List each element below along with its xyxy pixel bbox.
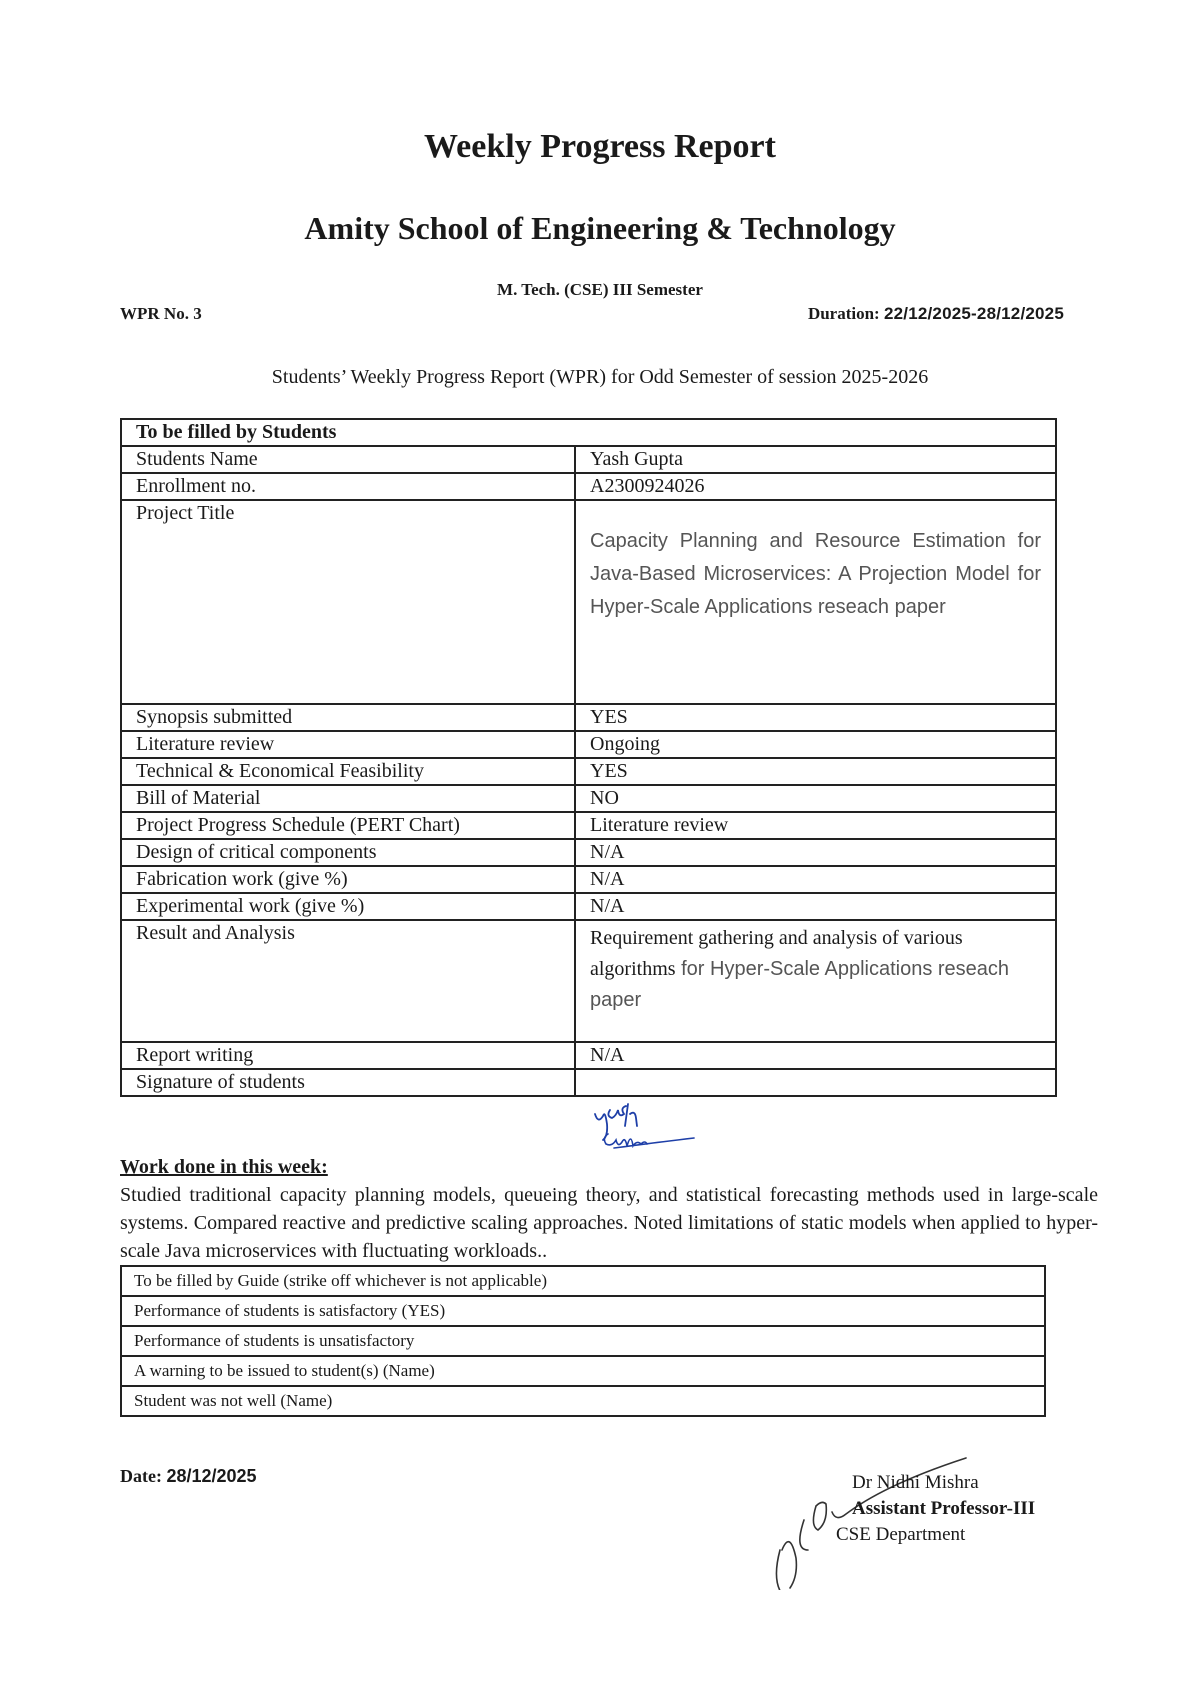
table-row — [121, 704, 1056, 731]
table-row — [121, 785, 1056, 812]
result-analysis-value — [575, 920, 1056, 1042]
guide-designation: Assistant Professor-III — [852, 1498, 1036, 1519]
table-row — [121, 1296, 1045, 1326]
table-row — [121, 920, 1056, 1042]
row-label: Fabrication work (give %) — [121, 866, 575, 893]
course-line: M. Tech. (CSE) III Semester — [497, 280, 703, 299]
table-row — [121, 758, 1056, 785]
table-row — [121, 1326, 1045, 1356]
table-row — [121, 893, 1056, 920]
guide-row: Performance of students is satisfactory (YES) — [121, 1296, 1045, 1326]
table-row — [121, 839, 1056, 866]
row-label: Design of critical components — [121, 839, 575, 866]
row-value: Yash Gupta — [575, 446, 1056, 473]
table-row — [121, 812, 1056, 839]
guide-row: Performance of students is unsatisfactory — [121, 1326, 1045, 1356]
table-row — [121, 473, 1056, 500]
guide-row: To be filled by Guide (strike off whichever is not applicable) — [121, 1266, 1045, 1296]
work-done-text: Studied traditional capacity planning models, queueing theory, and statistical forecasting methods used in large-scale systems. Compared reactive and predictive scaling approaches. Noted limitations of static models when applied to hyper-scale Java microservices with fluctuating workloads.. — [120, 1184, 1098, 1262]
table-row — [121, 866, 1056, 893]
table-header-row — [121, 419, 1056, 446]
guide-row: Student was not well (Name) — [121, 1386, 1045, 1416]
row-label: Bill of Material — [121, 785, 575, 812]
row-value: YES — [575, 704, 1056, 731]
row-label: Students Name — [121, 446, 575, 473]
row-value: NO — [575, 785, 1056, 812]
row-value: N/A — [575, 839, 1056, 866]
result-text-sans: for Hyper-Scale Applications reseach paper — [590, 958, 1010, 1011]
row-value: YES — [575, 758, 1056, 785]
report-title: Weekly Progress Report — [424, 128, 776, 165]
report-subtitle: Students’ Weekly Progress Report (WPR) for Odd Semester of session 2025-2026 — [271, 366, 929, 388]
row-label: Project Progress Schedule (PERT Chart) — [121, 812, 575, 839]
student-table-header: To be filled by Students — [121, 419, 1056, 446]
row-label: Project Title — [121, 500, 575, 704]
date-label: Date: — [120, 1466, 162, 1486]
table-row — [121, 1386, 1045, 1416]
row-label: Experimental work (give %) — [121, 893, 575, 920]
table-row — [121, 1069, 1056, 1096]
row-label: Literature review — [121, 731, 575, 758]
guide-row: A warning to be issued to student(s) (Name) — [121, 1356, 1045, 1386]
project-title-value: Capacity Planning and Resource Estimation for Java-Based Microservices: A Projection Model for Hyper-Scale Applications reseach paper — [575, 500, 1056, 704]
row-value: N/A — [575, 1042, 1056, 1069]
student-table — [120, 418, 1057, 1097]
duration-value: 22/12/2025-28/12/2025 — [883, 304, 1064, 323]
table-row — [121, 500, 1056, 704]
student-signature — [590, 1100, 700, 1150]
guide-name: Dr Nidhi Mishra — [852, 1472, 979, 1493]
row-value: A2300924026 — [575, 473, 1056, 500]
report-date — [120, 1466, 257, 1487]
work-done-heading: Work done in this week: — [120, 1156, 328, 1178]
duration — [808, 304, 1064, 324]
result-text-serif: Requirement gathering and analysis of various algorithms — [590, 927, 963, 980]
table-row — [121, 1356, 1045, 1386]
row-label: Signature of students — [121, 1069, 575, 1096]
row-label: Result and Analysis — [121, 920, 575, 1042]
table-row — [121, 731, 1056, 758]
guide-department: CSE Department — [836, 1524, 966, 1545]
row-value: Ongoing — [575, 731, 1056, 758]
date-value: 28/12/2025 — [166, 1466, 257, 1486]
institution-name: Amity School of Engineering & Technology — [304, 210, 896, 246]
row-label: Synopsis submitted — [121, 704, 575, 731]
table-row — [121, 446, 1056, 473]
row-value: Literature review — [575, 812, 1056, 839]
student-signature-cell — [575, 1069, 1056, 1096]
wpr-number: WPR No. 3 — [120, 304, 202, 323]
guide-table — [120, 1265, 1046, 1417]
row-value: N/A — [575, 893, 1056, 920]
row-label: Technical & Economical Feasibility — [121, 758, 575, 785]
row-value: N/A — [575, 866, 1056, 893]
duration-label: Duration: — [807, 304, 880, 323]
table-row — [121, 1266, 1045, 1296]
row-label: Enrollment no. — [121, 473, 575, 500]
table-row — [121, 1042, 1056, 1069]
row-label: Report writing — [121, 1042, 575, 1069]
